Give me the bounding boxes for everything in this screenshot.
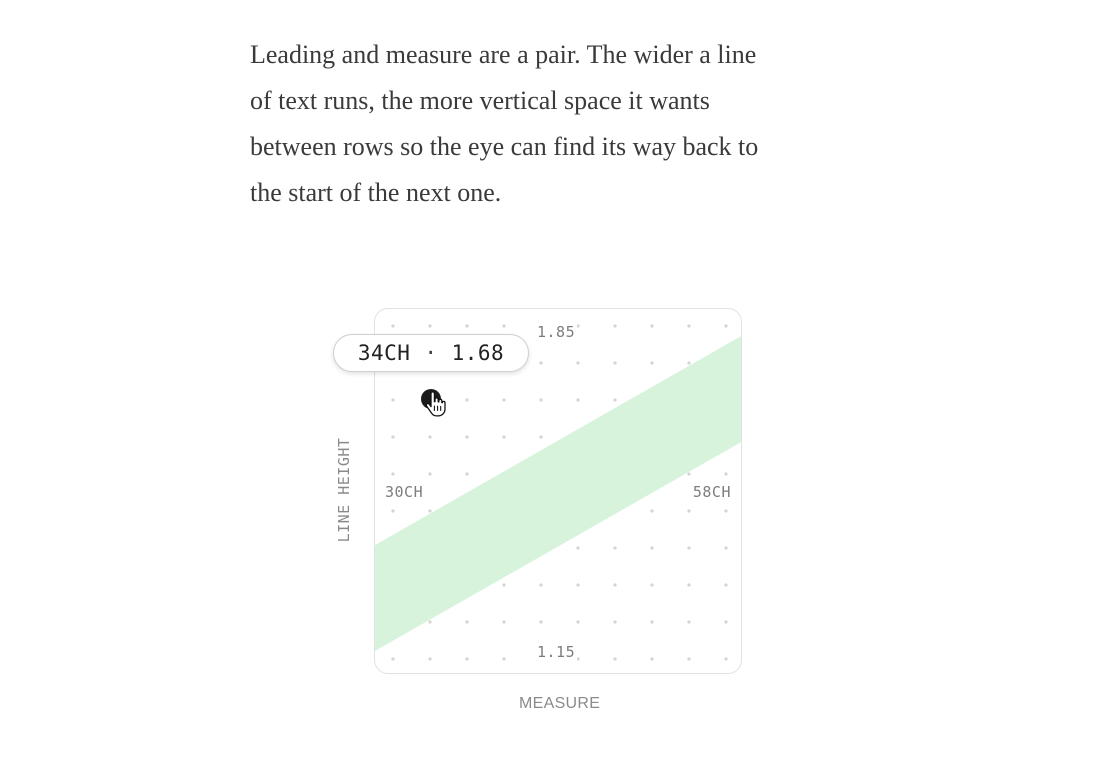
grid-dot (391, 509, 394, 512)
grid-dot (613, 398, 616, 401)
grid-dot (465, 435, 468, 438)
grid-dot (576, 546, 579, 549)
grid-dot (576, 583, 579, 586)
grid-dot (391, 657, 394, 660)
grid-dot (687, 657, 690, 660)
grid-dot (465, 620, 468, 623)
grid-dot (613, 657, 616, 660)
grid-dot (539, 398, 542, 401)
tooltip-separator: · (424, 341, 438, 365)
grid-dot (428, 620, 431, 623)
grid-dot (724, 546, 727, 549)
grid-dot (465, 398, 468, 401)
prose-line: Leading and measure are a pair. The wider a line (250, 40, 757, 69)
grid-dot (650, 546, 653, 549)
prose-line: the start of the next one. (250, 178, 502, 207)
grid-dot (650, 324, 653, 327)
grid-dot (724, 472, 727, 475)
grid-dot (613, 583, 616, 586)
y-min-tick-label: 1.15 (537, 643, 576, 661)
tooltip-line-height-value: 1.68 (451, 341, 505, 365)
grid-dot (687, 324, 690, 327)
grid-dot (613, 620, 616, 623)
grid-dot (650, 620, 653, 623)
prose-line: between rows so the eye can find its way back to (250, 132, 759, 161)
grid-dot (576, 361, 579, 364)
grid-dot (465, 324, 468, 327)
grid-dot (724, 620, 727, 623)
grid-dot (391, 435, 394, 438)
grid-dot (502, 324, 505, 327)
grid-dot (650, 509, 653, 512)
grid-dot (391, 324, 394, 327)
grid-dot (428, 472, 431, 475)
prose-line: of text runs, the more vertical space it wants (250, 86, 710, 115)
comfort-band (375, 335, 742, 651)
grid-dot (613, 546, 616, 549)
grid-dot (687, 546, 690, 549)
grid-dot (576, 620, 579, 623)
grid-dot (650, 657, 653, 660)
grid-dot (613, 361, 616, 364)
x-axis-label: MEASURE (519, 695, 601, 712)
y-max-tick-label: 1.85 (537, 323, 576, 341)
x-min-tick-label: 30CH (385, 483, 424, 501)
y-axis-label: LINE HEIGHT (335, 437, 353, 543)
grid-dot (465, 472, 468, 475)
grid-dot (687, 509, 690, 512)
grid-dot (539, 435, 542, 438)
grid-dot (391, 398, 394, 401)
grid-dot (428, 657, 431, 660)
grid-dot (502, 657, 505, 660)
value-tooltip (333, 334, 529, 372)
x-max-tick-label: 58CH (692, 483, 731, 501)
grid-dot (576, 398, 579, 401)
grid-dot (724, 324, 727, 327)
hand-pointer-icon (424, 391, 446, 417)
intro-paragraph (250, 32, 830, 216)
grid-dot (687, 583, 690, 586)
grid-dot (539, 361, 542, 364)
grid-dot (539, 583, 542, 586)
grid-dot (428, 324, 431, 327)
tooltip-measure-value: 34CH (357, 341, 411, 365)
grid-dot (502, 583, 505, 586)
grid-dot (724, 509, 727, 512)
grid-dot (428, 435, 431, 438)
grid-dot (724, 583, 727, 586)
grid-dot (539, 620, 542, 623)
grid-dot (391, 472, 394, 475)
grid-dot (428, 509, 431, 512)
grid-dot (502, 435, 505, 438)
grid-dot (687, 472, 690, 475)
grid-dot (613, 324, 616, 327)
grid-dot (465, 657, 468, 660)
grid-dot (687, 361, 690, 364)
grid-dot (650, 583, 653, 586)
grid-dot (502, 398, 505, 401)
grid-dot (687, 620, 690, 623)
grid-dot (502, 620, 505, 623)
grid-dot (650, 361, 653, 364)
grid-dot (724, 657, 727, 660)
